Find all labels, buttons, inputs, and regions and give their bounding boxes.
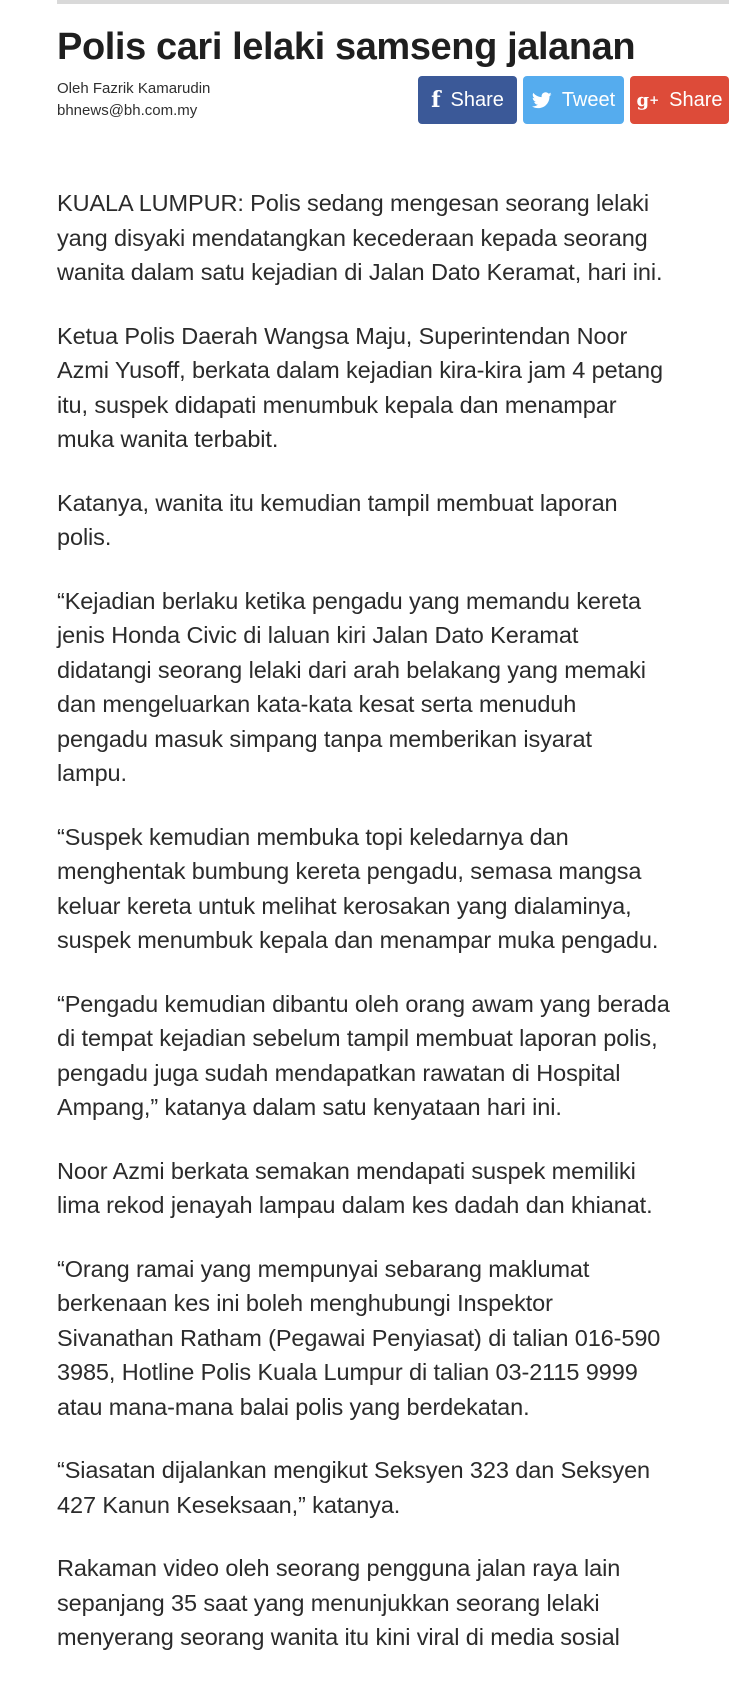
- byline: [57, 78, 210, 122]
- paragraph-line: jenis Honda Civic di laluan kiri Jalan Dato Keramat: [57, 622, 579, 648]
- paragraph-line: menyerang seorang wanita itu kini viral di media sosial: [57, 1624, 620, 1650]
- google-plus-share-label: Share: [669, 88, 723, 111]
- paragraph-line: lampu.: [57, 760, 127, 786]
- paragraph-line: pengadu juga sudah mendapatkan rawatan di Hospital: [57, 1059, 621, 1086]
- paragraph-line: KUALA LUMPUR: Polis sedang mengesan seorang lelaki: [57, 190, 649, 216]
- google-plus-icon: g +: [636, 89, 660, 111]
- paragraph-line: “Pengadu kemudian dibantu oleh orang awam yang berada: [57, 990, 670, 1017]
- article-paragraph: [57, 1551, 729, 1655]
- paragraph-line: Noor Azmi berkata semakan mendapati suspek memiliki: [57, 1157, 636, 1184]
- paragraph-line: wanita dalam satu kejadian di Jalan Dato Keramat, hari ini.: [57, 259, 663, 285]
- article-paragraph: [57, 486, 729, 555]
- twitter-tweet-button[interactable]: [523, 76, 624, 124]
- google-plus-share-button[interactable]: [630, 76, 729, 124]
- twitter-tweet-label: Tweet: [561, 88, 616, 111]
- paragraph-line: di tempat kejadian sebelum tampil membuat laporan polis,: [57, 1025, 658, 1051]
- paragraph-line: Ampang,” katanya dalam satu kenyataan hari ini.: [57, 1094, 562, 1120]
- article-paragraph: [57, 319, 729, 457]
- paragraph-line: Katanya, wanita itu kemudian tampil membuat laporan: [57, 489, 618, 516]
- paragraph-line: Azmi Yusoff, berkata dalam kejadian kira-kira jam 4 petang: [57, 357, 663, 383]
- paragraph-line: lima rekod jenayah lampau dalam kes dadah dan khianat.: [57, 1192, 653, 1218]
- article: [57, 20, 729, 1684]
- share-buttons: [418, 76, 729, 124]
- byline-author: Oleh Fazrik Kamarudin: [57, 80, 211, 97]
- paragraph-line: didatangi seorang lelaki dari arah belakang yang memaki: [57, 656, 646, 683]
- paragraph-line: “Suspek kemudian membuka topi keledarnya dan: [57, 823, 569, 850]
- paragraph-line: suspek menumbuk kepala dan menampar muka pengadu.: [57, 927, 659, 953]
- article-paragraph: [57, 1252, 729, 1425]
- paragraph-line: sepanjang 35 saat yang menunjukkan seorang lelaki: [57, 1589, 600, 1616]
- paragraph-line: Ketua Polis Daerah Wangsa Maju, Superintendan Noor: [57, 322, 628, 349]
- paragraph-line: muka wanita terbabit.: [57, 426, 279, 452]
- paragraph-line: itu, suspek didapati menumbuk kepala dan menampar: [57, 391, 617, 418]
- facebook-share-button[interactable]: [418, 76, 517, 124]
- article-paragraph: [57, 1453, 729, 1522]
- facebook-icon: f: [431, 87, 441, 113]
- article-paragraph: [57, 987, 729, 1125]
- top-divider: [57, 0, 729, 4]
- paragraph-line: Sivanathan Ratham (Pegawai Penyiasat) di talian 016-590: [57, 1324, 661, 1351]
- byline-email[interactable]: bhnews@bh.com.my: [57, 102, 198, 119]
- article-headline: Polis cari lelaki samseng jalanan: [57, 26, 636, 68]
- paragraph-line: “Orang ramai yang mempunyai sebarang maklumat: [57, 1255, 590, 1282]
- paragraph-line: menghentak bumbung kereta pengadu, semasa mangsa: [57, 858, 642, 884]
- twitter-icon: [532, 92, 552, 109]
- paragraph-line: polis.: [57, 524, 112, 550]
- article-body: [57, 186, 729, 1655]
- paragraph-line: “Kejadian berlaku ketika pengadu yang memandu kereta: [57, 587, 641, 614]
- paragraph-line: 3985, Hotline Polis Kuala Lumpur di talian 03-2115 9999: [57, 1359, 638, 1385]
- paragraph-line: pengadu masuk simpang tanpa memberikan isyarat: [57, 725, 592, 752]
- paragraph-line: keluar kereta untuk melihat kerosakan yang dialaminya,: [57, 892, 632, 919]
- article-paragraph: [57, 1154, 729, 1223]
- paragraph-line: berkenaan kes ini boleh menghubungi Inspektor: [57, 1290, 553, 1316]
- paragraph-line: atau mana-mana balai polis yang berdekatan.: [57, 1393, 530, 1420]
- article-paragraph: [57, 186, 729, 290]
- paragraph-line: “Siasatan dijalankan mengikut Seksyen 323 dan Seksyen: [57, 1457, 651, 1483]
- byline-row: [57, 78, 729, 146]
- article-paragraph: [57, 820, 729, 958]
- paragraph-line: yang disyaki mendatangkan kecederaan kepada seorang: [57, 224, 648, 251]
- facebook-share-label: Share: [450, 88, 504, 111]
- article-paragraph: [57, 584, 729, 791]
- paragraph-line: 427 Kanun Keseksaan,” katanya.: [57, 1491, 401, 1518]
- paragraph-line: dan mengeluarkan kata-kata kesat serta menuduh: [57, 691, 577, 717]
- paragraph-line: Rakaman video oleh seorang pengguna jalan raya lain: [57, 1555, 621, 1581]
